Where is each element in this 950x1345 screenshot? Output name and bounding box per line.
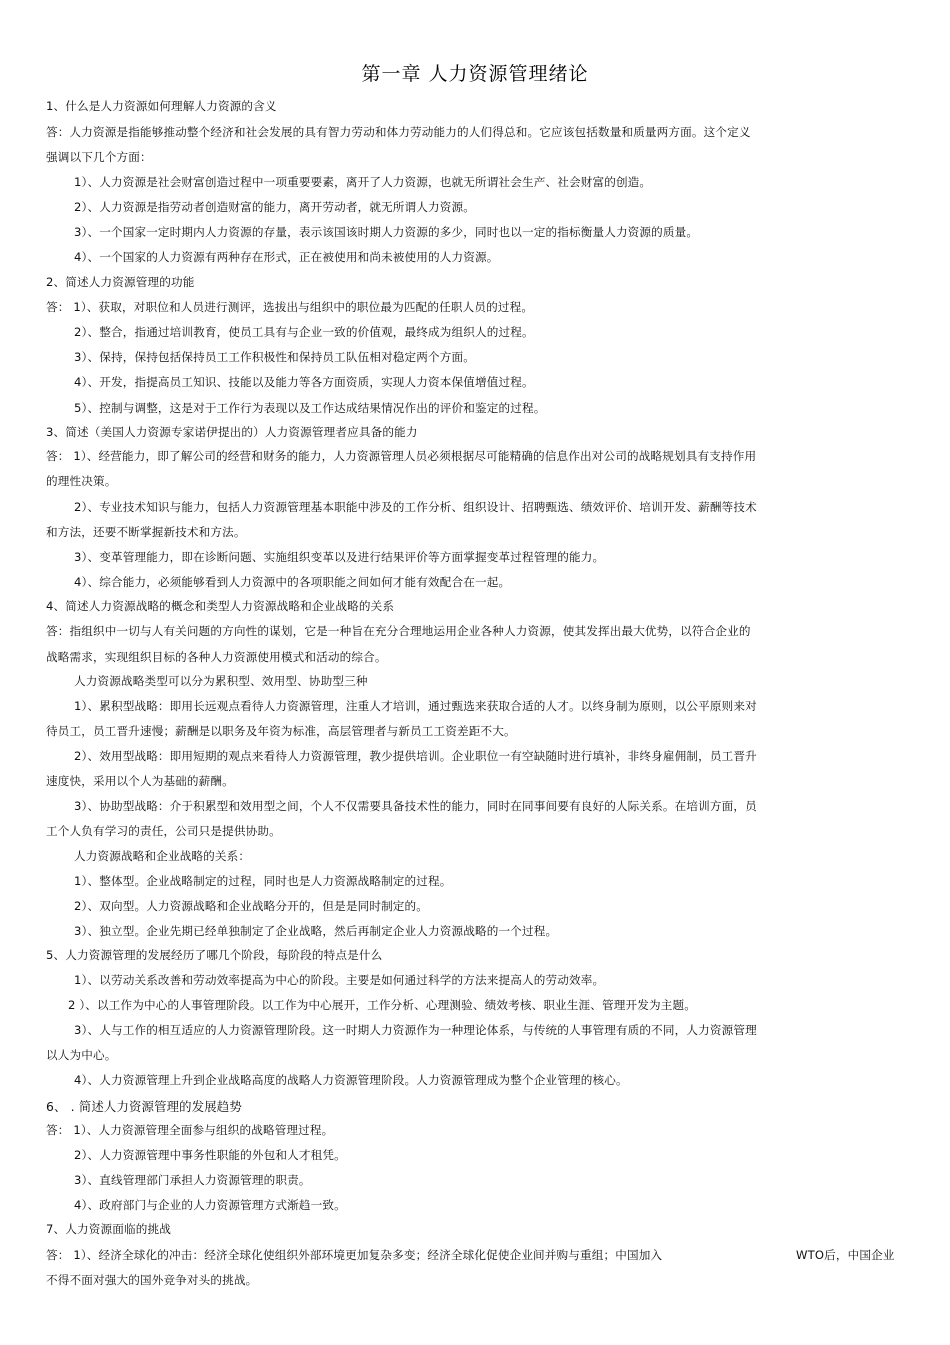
list-item: 2）、人力资源管理中事务性职能的外包和人才租凭。 [74,1148,346,1162]
question-1-heading: 1、什么是人力资源如何理解人力资源的含义 [46,99,277,113]
answer-text: 战略需求，实现组织目标的各种人力资源使用模式和活动的综合。 [46,650,387,664]
answer-text: 工个人负有学习的责任，公司只是提供协助。 [46,824,281,838]
list-item: 2 ）、以工作为中心的人事管理阶段。以工作为中心展开，工作分析、心理测验、绩效考核、职业生涯、管理开发为主题。 [68,998,696,1012]
answer-text: 答： 1）、获取，对职位和人员进行测评，选拔出与组织中的职位最为匹配的任职人员的过程。 [46,300,534,314]
answer-text: 答：指组织中一切与人有关问题的方向性的谋划，它是一种旨在充分合理地运用企业各种人力资源，使其发挥出最大优势，以符合企业的 [46,624,751,638]
list-item: 3）、一个国家一定时期内人力资源的存量，表示该国该时期人力资源的多少，同时也以一定的指标衡量人力资源的质量。 [74,225,699,239]
question-6-heading: 6、 . 简述人力资源管理的发展趋势 [46,1099,242,1114]
answer-text: 以人为中心。 [46,1048,117,1062]
answer-text: 速度快，采用以个人为基础的薪酬。 [46,774,234,788]
question-5-heading: 5、人力资源管理的发展经历了哪几个阶段，每阶段的特点是什么 [46,948,383,962]
list-item: 4）、开发，指提高员工知识、技能以及能力等各方面资质，实现人力资本保值增值过程。 [74,375,534,389]
paragraph: 人力资源战略类型可以分为累积型、效用型、协助型三种 [74,674,368,688]
list-item: 1）、人力资源是社会财富创造过程中一项重要要素，离开了人力资源，也就无所谓社会生产、社会财富的创造。 [74,175,652,189]
list-item: 5）、控制与调整，这是对于工作行为表现以及工作达成结果情况作出的评价和鉴定的过程。 [74,401,546,415]
list-item: 2）、专业技术知识与能力，包括人力资源管理基本职能中涉及的工作分析、组织设计、招聘甄选、绩效评价、培训开发、薪酬等技术 [74,500,757,514]
answer-text: 不得不面对强大的国外竞争对头的挑战。 [46,1273,258,1287]
answer-text: 待员工，员工晋升速慢；薪酬是以职务及年资为标准，高层管理者与新员工工资差距不大。 [46,724,516,738]
list-item: 2）、整合，指通过培训教育，使员工具有与企业一致的价值观，最终成为组织人的过程。 [74,325,534,339]
list-item: 3）、保持，保持包括保持员工工作积极性和保持员工队伍相对稳定两个方面。 [74,350,476,364]
answer-text: 的理性决策。 [46,474,117,488]
list-item: 3）、协助型战略：介于积累型和效用型之间，个人不仅需要具备技术性的能力，同时在同事间要有良好的人际关系。在培训方面，员 [74,799,757,813]
question-7-heading: 7、人力资源面临的挑战 [46,1222,171,1236]
list-item: 2）、效用型战略：即用短期的观点来看待人力资源管理，教少提供培训。企业职位一有空缺随时进行填补，非终身雇佣制，员工晋升 [74,749,757,763]
answer-text: 和方法，还要不断掌握新技术和方法。 [46,525,246,539]
answer-text: 答： 1）、人力资源管理全面参与组织的战略管理过程。 [46,1123,334,1137]
list-item: 3）、独立型。企业先期已经单独制定了企业战略，然后再制定企业人力资源战略的一个过程。 [74,924,558,938]
answer-text: 答： 1）、经营能力，即了解公司的经营和财务的能力，人力资源管理人员必须根据尽可能精确的信息作出对公司的战略规划具有支持作用 [46,449,757,463]
list-item: 3）、变革管理能力，即在诊断问题、实施组织变革以及进行结果评价等方面掌握变革过程管理的能力。 [74,550,605,564]
list-item: 1）、累积型战略：即用长远观点看待人力资源管理，注重人才培训，通过甄选来获取合适的人才。以终身制为原则，以公平原则来对 [74,699,757,713]
question-3-heading: 3、简述（美国人力资源专家诺伊提出的）人力资源管理者应具备的能力 [46,425,418,439]
answer-text-tail: WTO后，中国企业 [796,1248,895,1262]
list-item: 2）、双向型。人力资源战略和企业战略分开的，但是是同时制定的。 [74,899,429,913]
list-item: 1）、整体型。企业战略制定的过程，同时也是人力资源战略制定的过程。 [74,874,452,888]
list-item: 4）、一个国家的人力资源有两种存在形式，正在被使用和尚未被使用的人力资源。 [74,250,499,264]
list-item: 4）、政府部门与企业的人力资源管理方式渐趋一致。 [74,1198,346,1212]
list-item: 1）、以劳动关系改善和劳动效率提高为中心的阶段。主要是如何通过科学的方法来提高人的劳动效率。 [74,973,605,987]
answer-text: 答：人力资源是指能够推动整个经济和社会发展的具有智力劳动和体力劳动能力的人们得总和。它应该包括数量和质量两方面。这个定义 [46,125,751,139]
list-item: 3）、直线管理部门承担人力资源管理的职责。 [74,1173,311,1187]
answer-text: 答： 1）、经济全球化的冲击：经济全球化使组织外部环境更加复杂多变；经济全球化促使企业间并购与重组；中国加入 [46,1248,663,1262]
list-item: 4）、人力资源管理上升到企业战略高度的战略人力资源管理阶段。人力资源管理成为整个企业管理的核心。 [74,1073,628,1087]
chapter-title: 第一章 人力资源管理绪论 [361,63,589,85]
list-item: 2）、人力资源是指劳动者创造财富的能力，离开劳动者，就无所谓人力资源。 [74,200,476,214]
question-4-heading: 4、简述人力资源战略的概念和类型人力资源战略和企业战略的关系 [46,599,395,613]
question-2-heading: 2、简述人力资源管理的功能 [46,275,195,289]
list-item: 3）、人与工作的相互适应的人力资源管理阶段。这一时期人力资源作为一种理论体系，与传统的人事管理有质的不同，人力资源管理 [74,1023,757,1037]
paragraph: 人力资源战略和企业战略的关系： [74,849,251,863]
answer-text: 强调以下几个方面： [46,150,152,164]
list-item: 4）、综合能力，必须能够看到人力资源中的各项职能之间如何才能有效配合在一起。 [74,575,511,589]
